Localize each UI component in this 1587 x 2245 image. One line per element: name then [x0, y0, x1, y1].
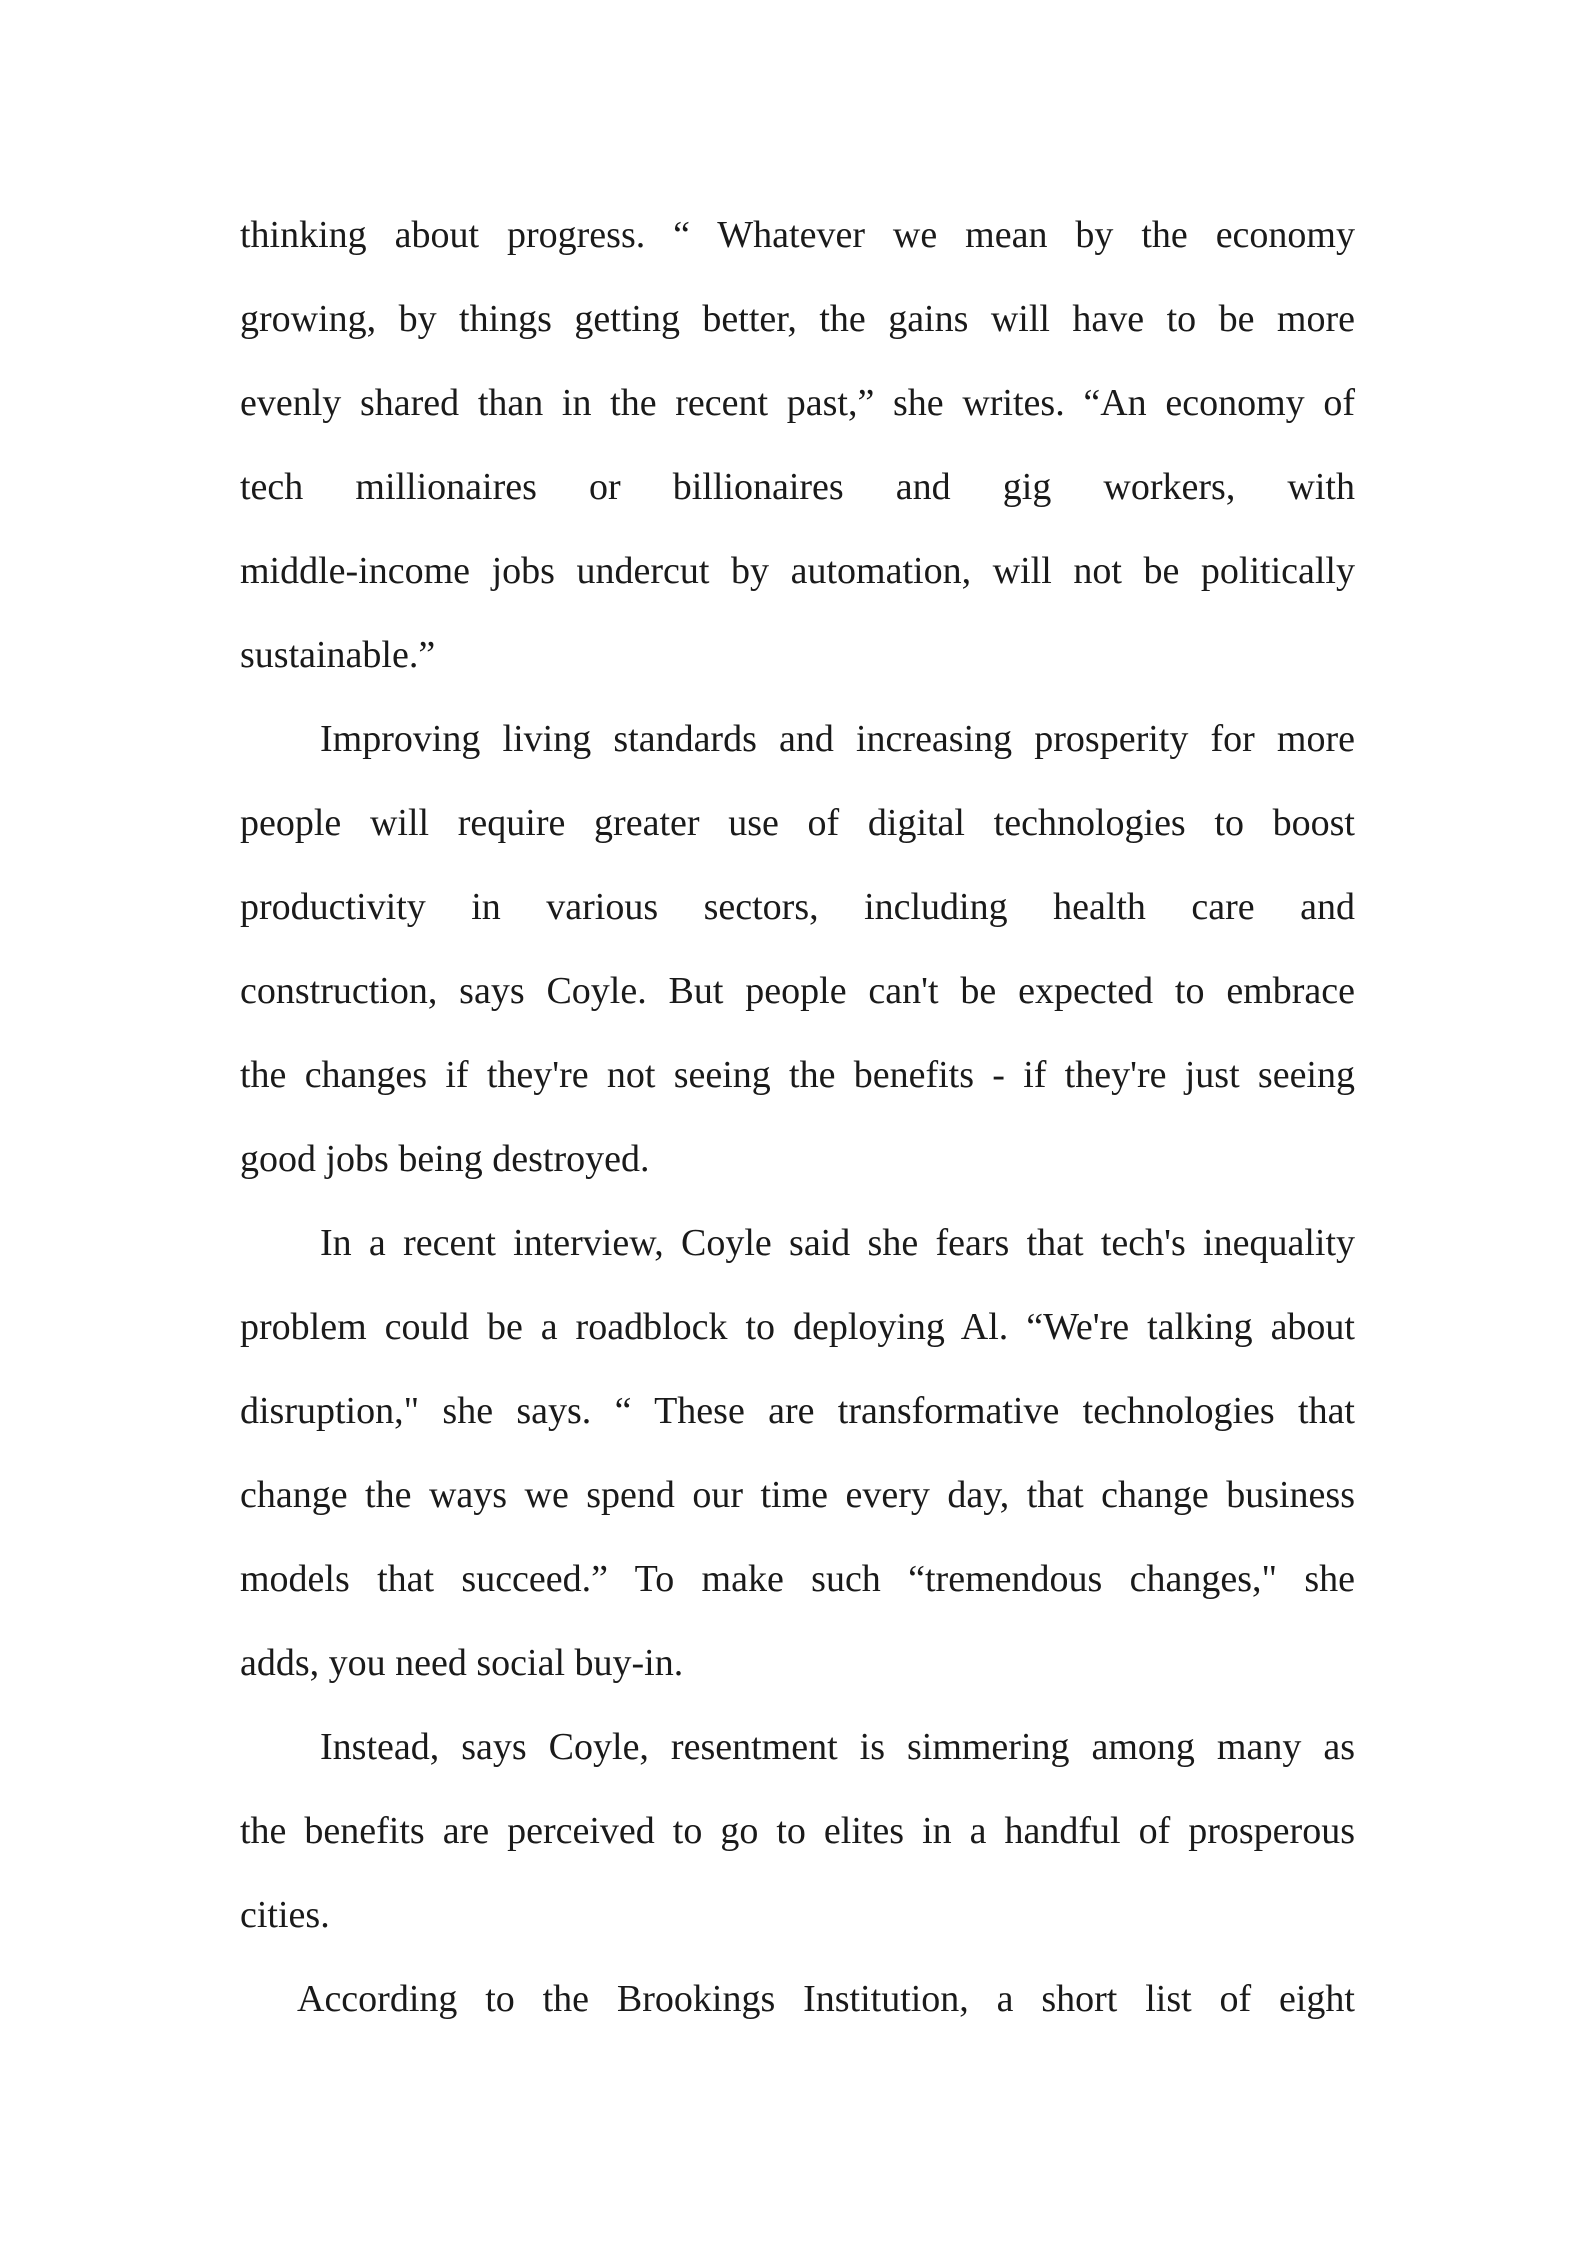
text-line: good jobs being destroyed.: [240, 1138, 650, 1180]
text-line: cities.: [240, 1894, 330, 1936]
text-line: adds, you need social buy-in.: [240, 1642, 684, 1684]
text-line: growing, by things getting better, the gains will have to be more: [240, 298, 1355, 340]
text-line: In a recent interview, Coyle said she fears that tech's inequality: [320, 1222, 1355, 1264]
text-line: middle-income jobs undercut by automation, will not be politically: [240, 550, 1355, 592]
text-line: the benefits are perceived to go to elites in a handful of prosperous: [240, 1810, 1355, 1852]
text-line: Instead, says Coyle, resentment is simmering among many as: [320, 1726, 1355, 1768]
text-line: change the ways we spend our time every day, that change business: [240, 1474, 1355, 1516]
text-line: sustainable.”: [240, 634, 436, 676]
text-line: problem could be a roadblock to deploying Al. “We're talking about: [240, 1306, 1355, 1348]
text-line: disruption," she says. “ These are transformative technologies that: [240, 1390, 1355, 1432]
text-line: construction, says Coyle. But people can't be expected to embrace: [240, 970, 1355, 1012]
paragraph: [240, 1213, 1355, 1717]
body-text: [240, 205, 1355, 2053]
paragraph: [240, 205, 1355, 709]
text-line: thinking about progress. “ Whatever we mean by the economy: [240, 214, 1355, 256]
paragraph: [240, 1969, 1355, 2053]
text-line: people will require greater use of digital technologies to boost: [240, 802, 1355, 844]
text-line: productivity in various sectors, including health care and: [240, 886, 1355, 928]
paragraph: [240, 1717, 1355, 1969]
text-line: the changes if they're not seeing the benefits - if they're just seeing: [240, 1054, 1355, 1096]
text-line: Improving living standards and increasing prosperity for more: [320, 718, 1355, 760]
text-line: models that succeed.” To make such “tremendous changes," she: [240, 1558, 1355, 1600]
paragraph: [240, 709, 1355, 1213]
text-line: tech millionaires or billionaires and gig workers, with: [240, 466, 1355, 508]
text-line: According to the Brookings Institution, a short list of eight: [297, 1978, 1355, 2020]
text-line: evenly shared than in the recent past,” she writes. “An economy of: [240, 382, 1355, 424]
